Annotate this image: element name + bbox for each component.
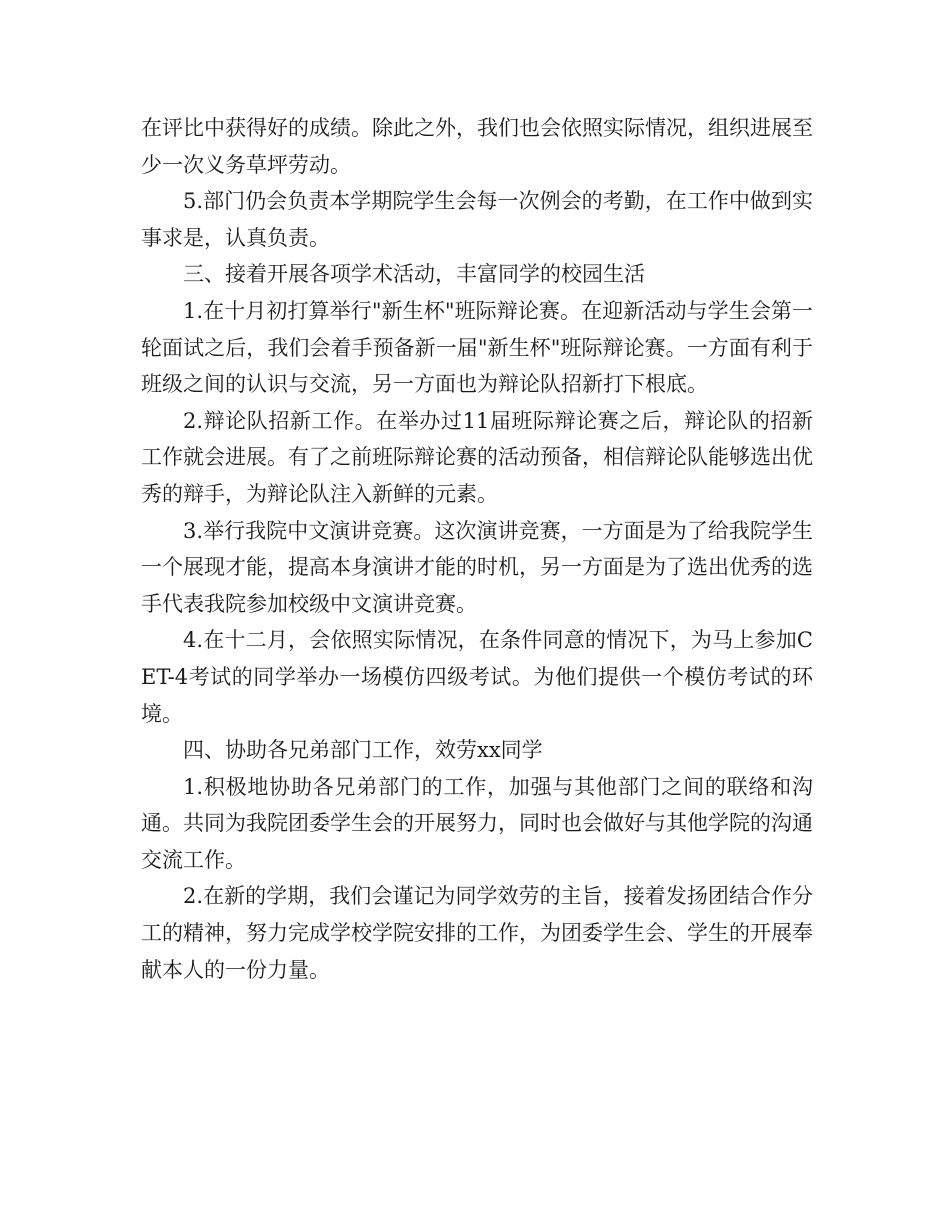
paragraph-item-2-semester: 2.在新的学期，我们会谨记为同学效劳的主旨，接着发扬团结合作分工的精神，努力完成学校学院安排的工作，为团委学生会、学生的开展奉献本人的一份力量。 <box>141 884 813 982</box>
paragraph-item-3-speech: 3.举行我院中文演讲竞赛。这次演讲竞赛，一方面是为了给我院学生一个展现才能，提高本身演讲才能的时机，另一方面是为了选出优秀的选手代表我院参加校级中文演讲竞赛。 <box>141 518 813 616</box>
paragraph-item-1-assist: 1.积极地协助各兄弟部门的工作，加强与其他部门之间的联络和沟通。共同为我院团委学生会的开展努力，同时也会做好与其他学院的沟通交流工作。 <box>141 774 813 872</box>
paragraph-item-5-attendance: 5.部门仍会负责本学期院学生会每一次例会的考勤，在工作中做到实事求是，认真负责。 <box>141 189 813 250</box>
section-heading-3: 三、接着开展各项学术活动，丰富同学的校园生活 <box>183 262 645 287</box>
paragraph-item-1-debate: 1.在十月初打算举行"新生杯"班际辩论赛。在迎新活动与学生会第一轮面试之后，我们会着手预备新一届"新生杯"班际辩论赛。一方面有利于班级之间的认识与交流，另一方面也为辩论队招新打下根底。 <box>141 298 813 397</box>
paragraph-item-2-recruit: 2.辩论队招新工作。在举办过11届班际辩论赛之后，辩论队的招新工作就会进展。有了之前班际辩论赛的活动预备，相信辩论队能够选出优秀的辩手，为辩论队注入新鲜的元素。 <box>141 408 813 506</box>
paragraph-item-4-exam: 4.在十二月，会依照实际情况，在条件同意的情况下，为马上参加CET-4考试的同学举办一场模仿四级考试。为他们提供一个模仿考试的环境。 <box>141 628 813 726</box>
document-body <box>141 110 813 988</box>
section-heading-4: 四、协助各兄弟部门工作，效劳xx同学 <box>183 738 543 763</box>
paragraph-continued: 在评比中获得好的成绩。除此之外，我们也会依照实际情况，组织进展至少一次义务草坪劳动。 <box>141 116 813 177</box>
